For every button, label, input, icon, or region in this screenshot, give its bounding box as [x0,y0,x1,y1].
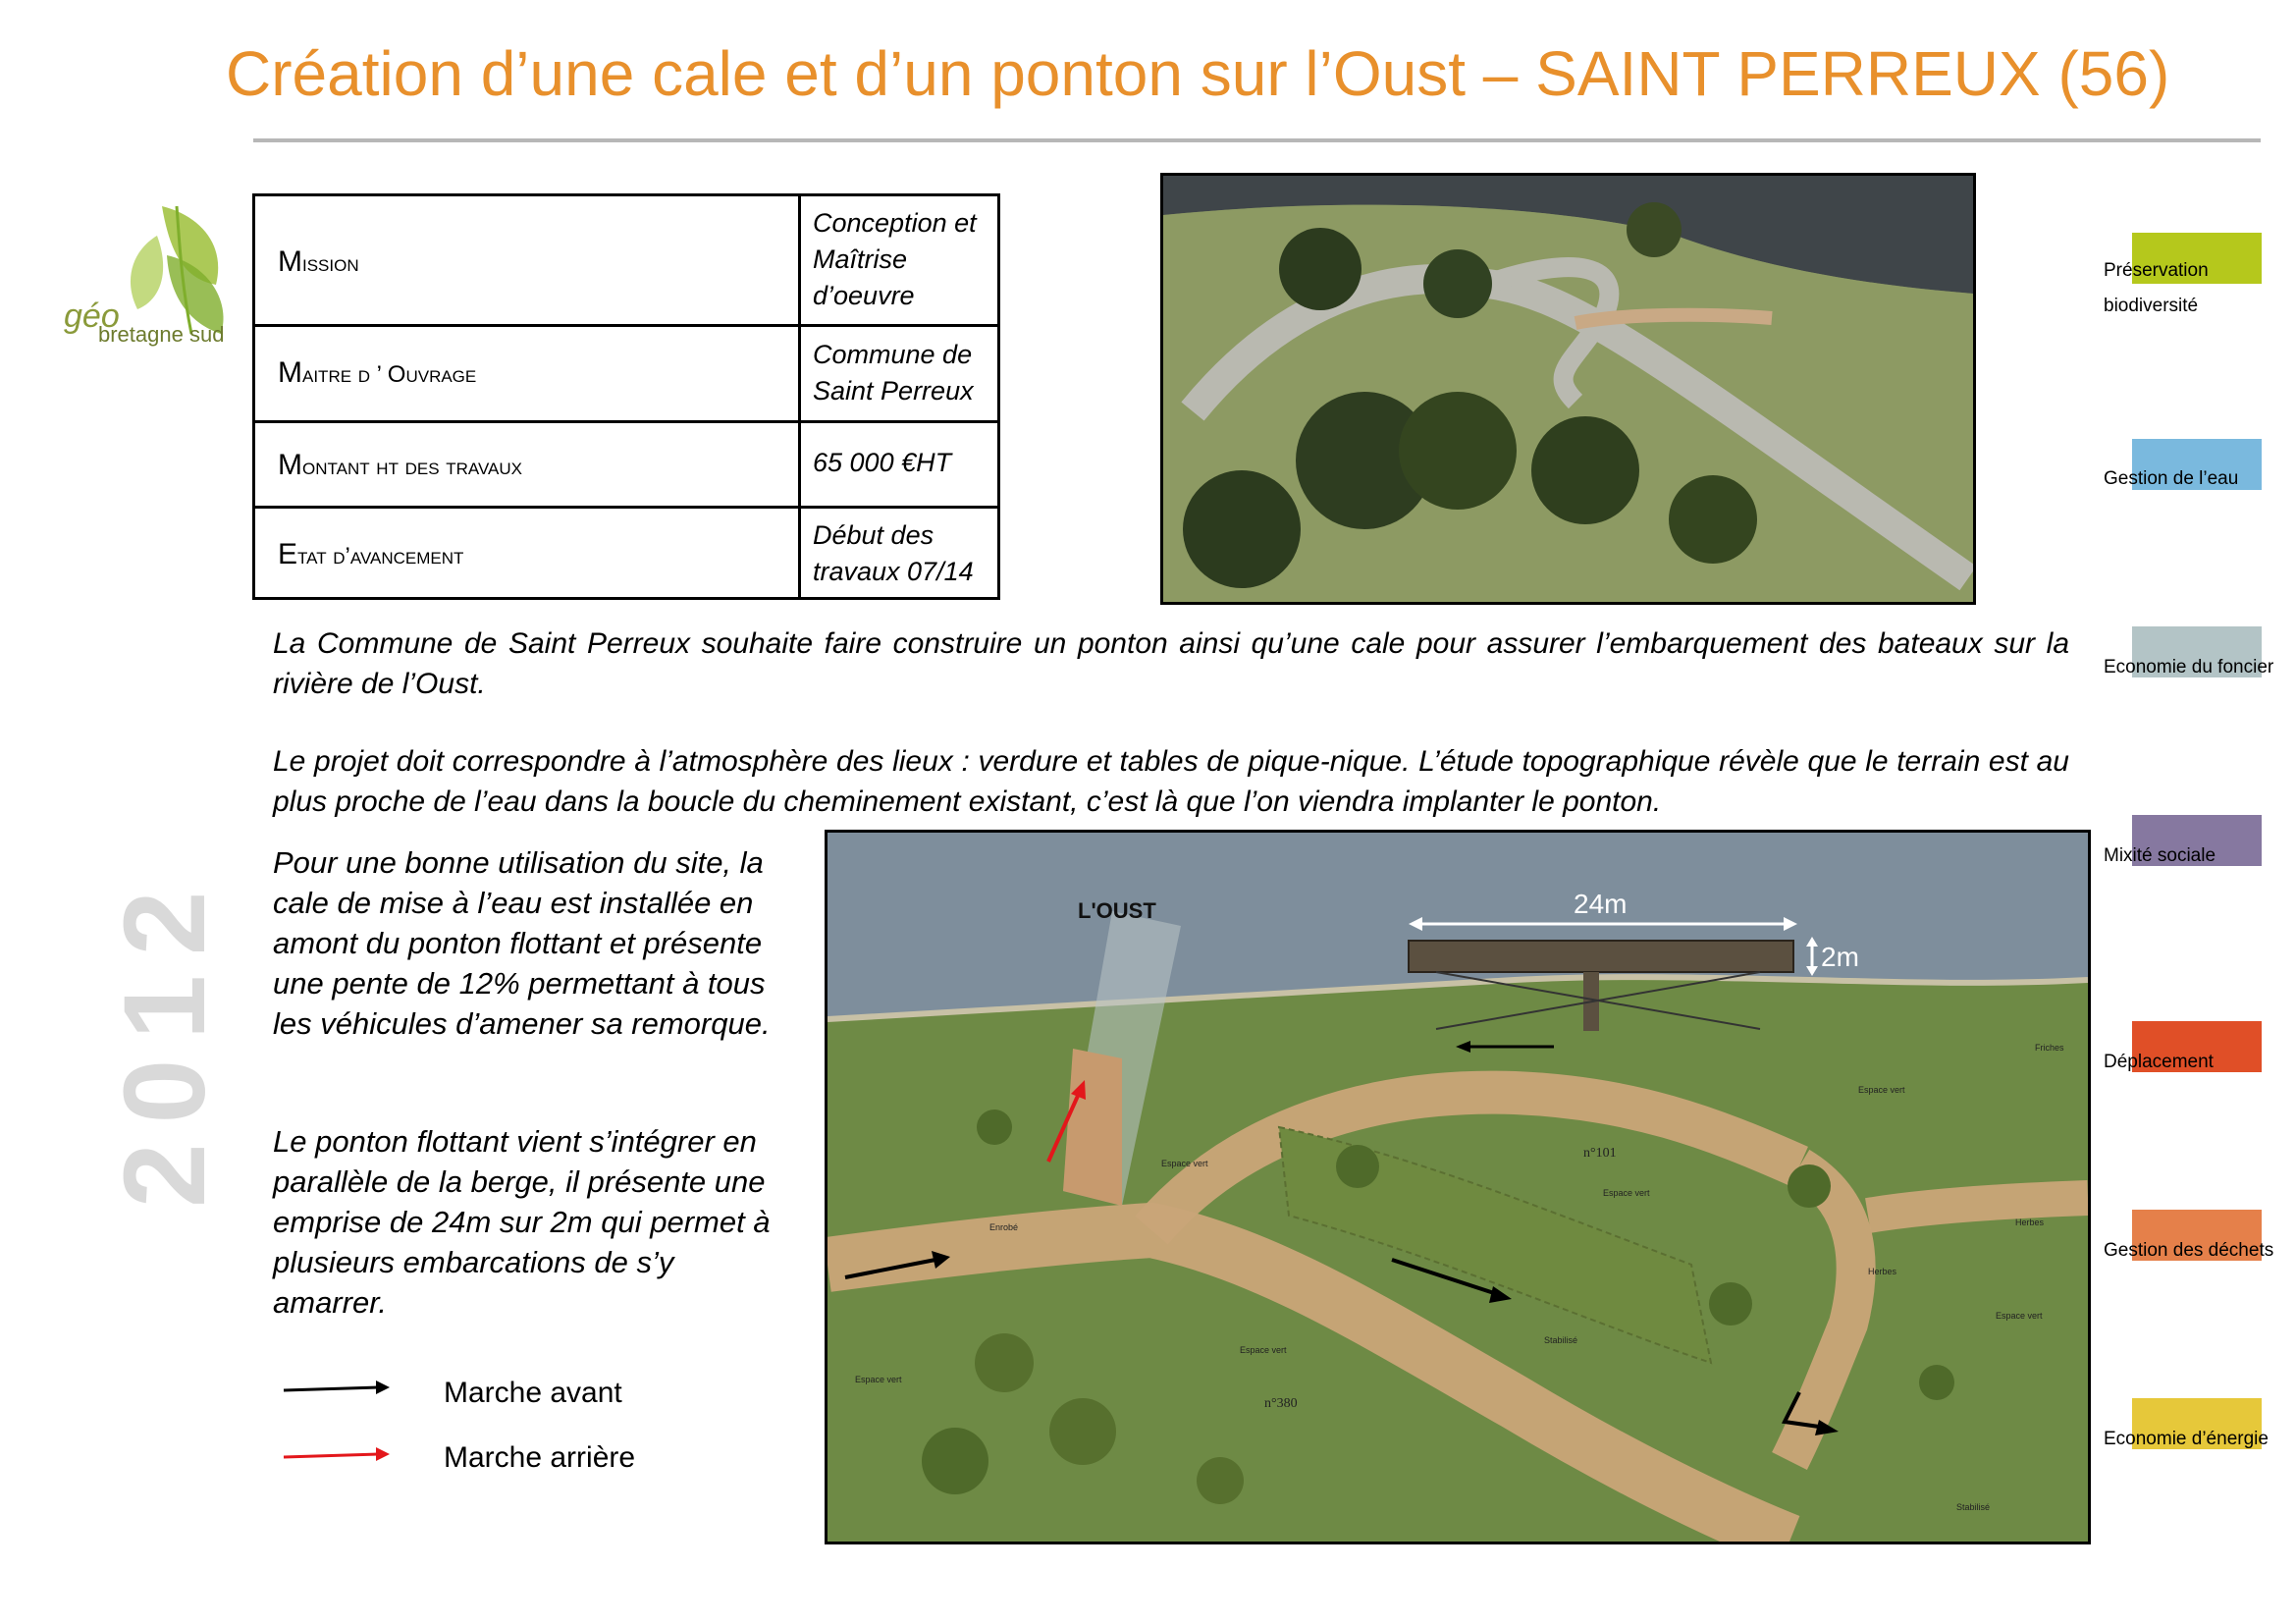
ponton-paragraph: Le ponton flottant vient s’intégrer en parallèle de la berge, il présente une emprise de 24m sur 2m qui permet à plusieurs embarcations de s’y amarrer. [273,1124,771,1320]
row-value: 65 000 €HT [813,448,952,477]
plan-label: Espace vert [1858,1085,1905,1095]
plan-label: Espace vert [855,1375,902,1384]
intro-paragraph: La Commune de Saint Perreux souhaite faire construire un ponton ainsi qu’une cale pour assurer l’embarquement des bateaux sur la rivière de l’Oust. [273,627,2069,700]
width-label: 2m [1821,942,1859,972]
plan-label: Espace vert [1240,1345,1287,1355]
parcel-101-label: n°101 [1583,1146,1617,1161]
row-value: Commune de Saint Perreux [813,340,974,406]
row-label: Maitre d ’ Ouvrage [278,356,477,389]
row-label: Montant ht des travaux [278,449,523,481]
aerial-photo-image [1163,176,1973,602]
plan-label: Friches [2035,1043,2064,1053]
plan-label: Espace vert [1996,1311,2043,1321]
category-label-dechets: Gestion des déchets [2104,1240,2274,1261]
plan-label: Espace vert [1603,1188,1650,1198]
forward-arrow-icon [376,1380,390,1394]
category-label-deplacement: Déplacement [2104,1052,2214,1072]
row-label: Etat d’avancement [278,538,464,570]
legend-arrows [280,1377,398,1475]
title-divider [253,138,2261,142]
river-label: L'OUST [1078,898,1156,923]
row-value: Début des travaux 07/14 [813,520,974,586]
row-value: Conception et Maîtrise d’oeuvre [813,208,977,310]
category-label-energie: Economie d’énergie [2104,1429,2269,1449]
table-row-mission [255,196,997,327]
plan-label: Herbes [2015,1218,2045,1227]
logo-text-bretagne-sud: bretagne sud [98,322,225,347]
category-label-mixite: Mixité sociale [2104,845,2216,866]
plan-label: Stabilisé [1956,1502,1991,1512]
row-label: Mission [278,245,359,278]
aerial-photo [1160,173,1976,605]
site-plan [825,830,2091,1544]
plan-label: Espace vert [1161,1159,1208,1168]
project-info-table [252,193,1000,600]
reverse-arrow-icon [376,1447,390,1461]
legend-label-forward: Marche avant [444,1377,622,1409]
category-label-foncier: Economie du foncier [2104,657,2274,677]
site-plan-drawing [828,833,2088,1542]
table-row-avancement [255,509,997,600]
context-paragraph: Le projet doit correspondre à l’atmosphère des lieux : verdure et tables de pique-nique. L’étude topographique révèle que le terrain est au plus proche de l’eau dans la boucle du cheminement existant, c’est là que l’on viendra implanter le ponton. [273,745,2069,818]
table-row-maitre-ouvrage [255,327,997,423]
table-row-montant [255,423,997,509]
page-title: Création d’une cale et d’un ponton sur l’Oust – SAINT PERREUX (56) [226,38,2170,109]
year-label: 2012 [100,871,230,1208]
length-label: 24m [1574,889,1628,919]
cale-paragraph: Pour une bonne utilisation du site, la cale de mise à l’eau est installée en amont du ponton flottant et présente une pente de 12% permettant à tous les véhicules d’amener sa remorque. [273,845,771,1041]
parcel-380-label: n°380 [1264,1396,1298,1411]
logo-text-geo: géo [64,298,120,335]
category-label-biodiversite: Préservation biodiversité [2104,260,2209,316]
legend-label-reverse: Marche arrière [444,1441,636,1474]
plan-label: Stabilisé [1544,1335,1578,1345]
plan-label: Enrobé [989,1222,1019,1232]
category-label-eau: Gestion de l’eau [2104,468,2239,489]
plan-label: Herbes [1868,1267,1897,1276]
